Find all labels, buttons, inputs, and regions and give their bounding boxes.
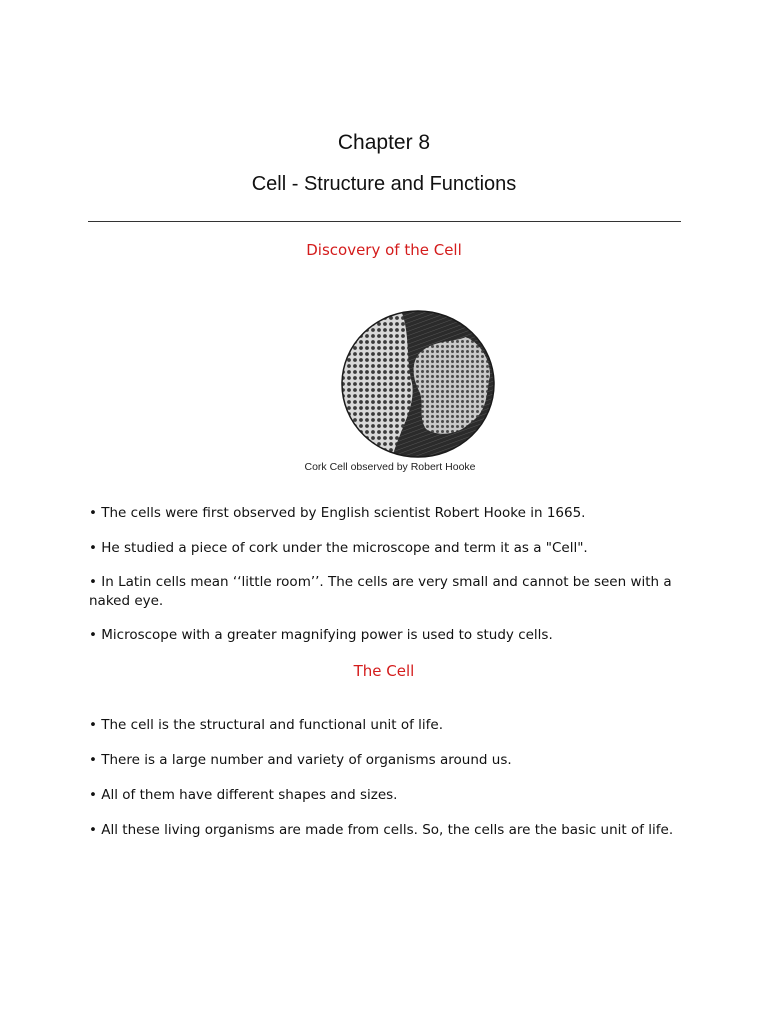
cork-cell-image bbox=[340, 309, 496, 458]
the-cell-bullet: • There is a large number and variety of organisms around us. bbox=[89, 752, 512, 768]
discovery-bullet: • Microscope with a greater magnifying power is used to study cells. bbox=[89, 627, 553, 643]
title-divider bbox=[88, 221, 681, 222]
figure-caption: Cork Cell observed by Robert Hooke bbox=[304, 461, 476, 473]
discovery-bullet: • In Latin cells mean ‘‘little room’’. The cells are very small and cannot be seen with a naked eye. bbox=[89, 574, 672, 609]
the-cell-bullet: • The cell is the structural and functional unit of life. bbox=[89, 717, 444, 733]
chapter-number: Chapter 8 bbox=[337, 131, 431, 154]
discovery-heading: Discovery of the Cell bbox=[306, 241, 462, 259]
cork-cell-figure bbox=[340, 309, 496, 458]
the-cell-bullet: • All these living organisms are made from cells. So, the cells are the basic unit of life. bbox=[89, 822, 674, 838]
discovery-bullet: • The cells were first observed by English scientist Robert Hooke in 1665. bbox=[89, 505, 586, 521]
chapter-title: Cell - Structure and Functions bbox=[251, 173, 517, 195]
the-cell-heading: The Cell bbox=[353, 662, 415, 680]
discovery-bullet: • He studied a piece of cork under the microscope and term it as a "Cell". bbox=[89, 540, 588, 556]
the-cell-bullet: • All of them have different shapes and sizes. bbox=[89, 787, 398, 803]
